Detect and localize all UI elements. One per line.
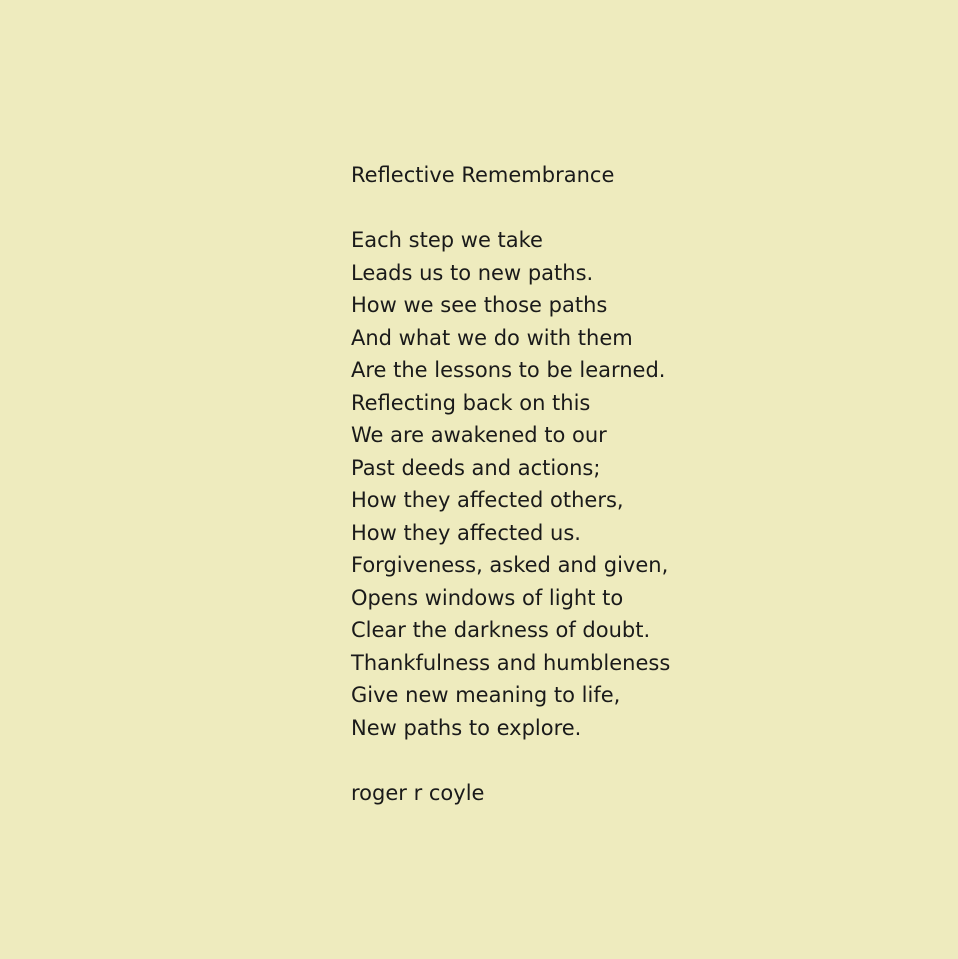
poem-line: Clear the darkness of doubt. — [351, 618, 651, 642]
poem-line: How they affected others, — [351, 488, 624, 512]
poem-line: Each step we take — [351, 228, 543, 252]
poem-line: Forgiveness, asked and given, — [351, 553, 669, 577]
poem-line: Are the lessons to be learned. — [351, 358, 666, 382]
poem-line: How we see those paths — [351, 293, 608, 317]
poem-line: Give new meaning to life, — [351, 683, 621, 707]
poem-line: New paths to explore. — [351, 715, 582, 740]
poem-line: Leads us to new paths. — [351, 260, 594, 285]
poem-line: And what we do with them — [351, 325, 633, 350]
poem-title: Reflective Remembrance — [351, 163, 615, 187]
poem-line: Reflecting back on this — [351, 390, 591, 415]
poem-body — [351, 224, 871, 744]
poem — [351, 159, 871, 809]
poem-line: Past deeds and actions; — [351, 455, 601, 480]
poem-line: We are awakened to our — [351, 423, 607, 447]
poem-line: How they affected us. — [351, 520, 581, 545]
poem-line: Thankfulness and humbleness — [351, 650, 671, 675]
poem-author: roger r coyle — [351, 780, 485, 805]
poem-line: Opens windows of light to — [351, 585, 624, 610]
